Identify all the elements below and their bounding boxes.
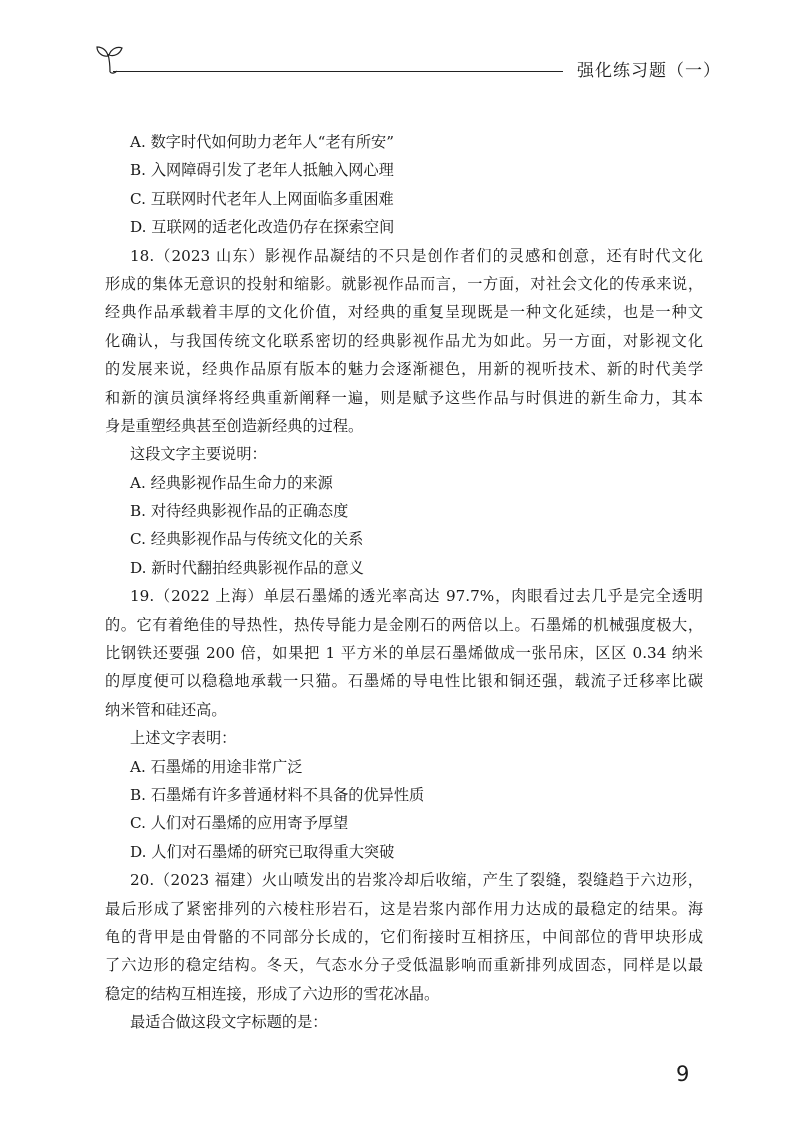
q18-option-d: D. 新时代翻拍经典影视作品的意义 — [130, 558, 364, 577]
page-number: 9 — [676, 1062, 690, 1086]
q20-prompt: 最适合做这段文字标题的是： — [130, 1013, 328, 1032]
q19-option-b: B. 石墨烯有许多普通材料不具备的优异性质 — [130, 785, 425, 804]
q19-stem-line: 纳米管和硅还高。 — [105, 700, 227, 719]
option-c: C. 互联网时代老年人上网面临多重困难 — [130, 189, 394, 208]
q18-stem-line: 形成的集体无意识的投射和缩影。就影视作品而言，一方面，对社会文化的传承来说， — [105, 274, 703, 293]
q18-stem-line: 和新的演员演绎将经典重新阐释一遍，则是赋予这些作品与时俱进的新生命力，其本 — [105, 388, 703, 407]
q19-option-d: D. 人们对石墨烯的研究已取得重大突破 — [130, 842, 395, 861]
q18-prompt: 这段文字主要说明： — [130, 445, 267, 464]
q19-stem-line: 比钢铁还要强 200 倍，如果把 1 平方米的单层石墨烯做成一张吊床，区区 0.34 纳米 — [105, 644, 703, 663]
q19-option-a: A. 石墨烯的用途非常广泛 — [130, 757, 303, 776]
q20-stem-line: 20.（2023 福建）火山喷发出的岩浆冷却后收缩，产生了裂缝，裂缝趋于六边形， — [130, 871, 703, 890]
q19-prompt: 上述文字表明： — [130, 729, 237, 748]
q18-option-a: A. 经典影视作品生命力的来源 — [130, 473, 333, 492]
option-b: B. 入网障碍引发了老年人抵触入网心理 — [130, 161, 394, 180]
q18-option-b: B. 对待经典影视作品的正确态度 — [130, 502, 349, 521]
q20-stem-line: 了六边形的稳定结构。冬天，气态水分子受低温影响而重新排列成固态，同样是以最 — [105, 956, 703, 975]
q20-stem-line: 稳定的结构互相连接，形成了六边形的雪花冰晶。 — [105, 984, 440, 1003]
page-header — [95, 42, 721, 82]
q18-stem-line: 18.（2023 山东）影视作品凝结的不只是创作者们的灵感和创意，还有时代文化 — [130, 246, 703, 265]
q20-stem-line: 最后形成了紧密排列的六棱柱形岩石，这是岩浆内部作用力达成的最稳定的结果。海 — [105, 899, 703, 918]
option-d: D. 互联网的适老化改造仍存在探索空间 — [130, 218, 395, 237]
q19-stem-line: 的。它有着绝佳的导热性，热传导能力是金刚石的两倍以上。石墨烯的机械强度极大， — [105, 615, 703, 634]
question-text — [105, 128, 703, 1037]
header-title: 强化练习题（一） — [577, 61, 721, 81]
q19-option-c: C. 人们对石墨烯的应用寄予厚望 — [130, 814, 349, 833]
q18-stem-line: 身是重塑经典甚至创造新经典的过程。 — [105, 416, 364, 435]
option-a: A. 数字时代如何助力老年人“老有所安” — [130, 133, 394, 151]
q18-stem-line: 的发展来说，经典作品原有版本的魅力会逐渐褪色，用新的视听技术、新的时代美学 — [105, 360, 703, 379]
q18-stem-line: 经典作品承载着丰厚的文化价值，对经典的重复呈现既是一种文化延续，也是一种文 — [105, 303, 703, 322]
header-rule — [113, 71, 563, 72]
q18-stem-line: 化确认，与我国传统文化联系密切的经典影视作品尤为如此。另一方面，对影视文化 — [105, 331, 703, 350]
q20-stem-line: 龟的背甲是由骨骼的不同部分长成的，它们衔接时互相挤压，中间部位的背甲块形成 — [105, 927, 703, 946]
q19-stem-line: 的厚度便可以稳稳地承载一只猫。石墨烯的导电性比银和铜还强，载流子迁移率比碳 — [105, 672, 703, 691]
q18-option-c: C. 经典影视作品与传统文化的关系 — [130, 530, 364, 549]
q19-stem-line: 19.（2022 上海）单层石墨烯的透光率高达 97.7%，肉眼看过去几乎是完全透明 — [130, 587, 703, 606]
